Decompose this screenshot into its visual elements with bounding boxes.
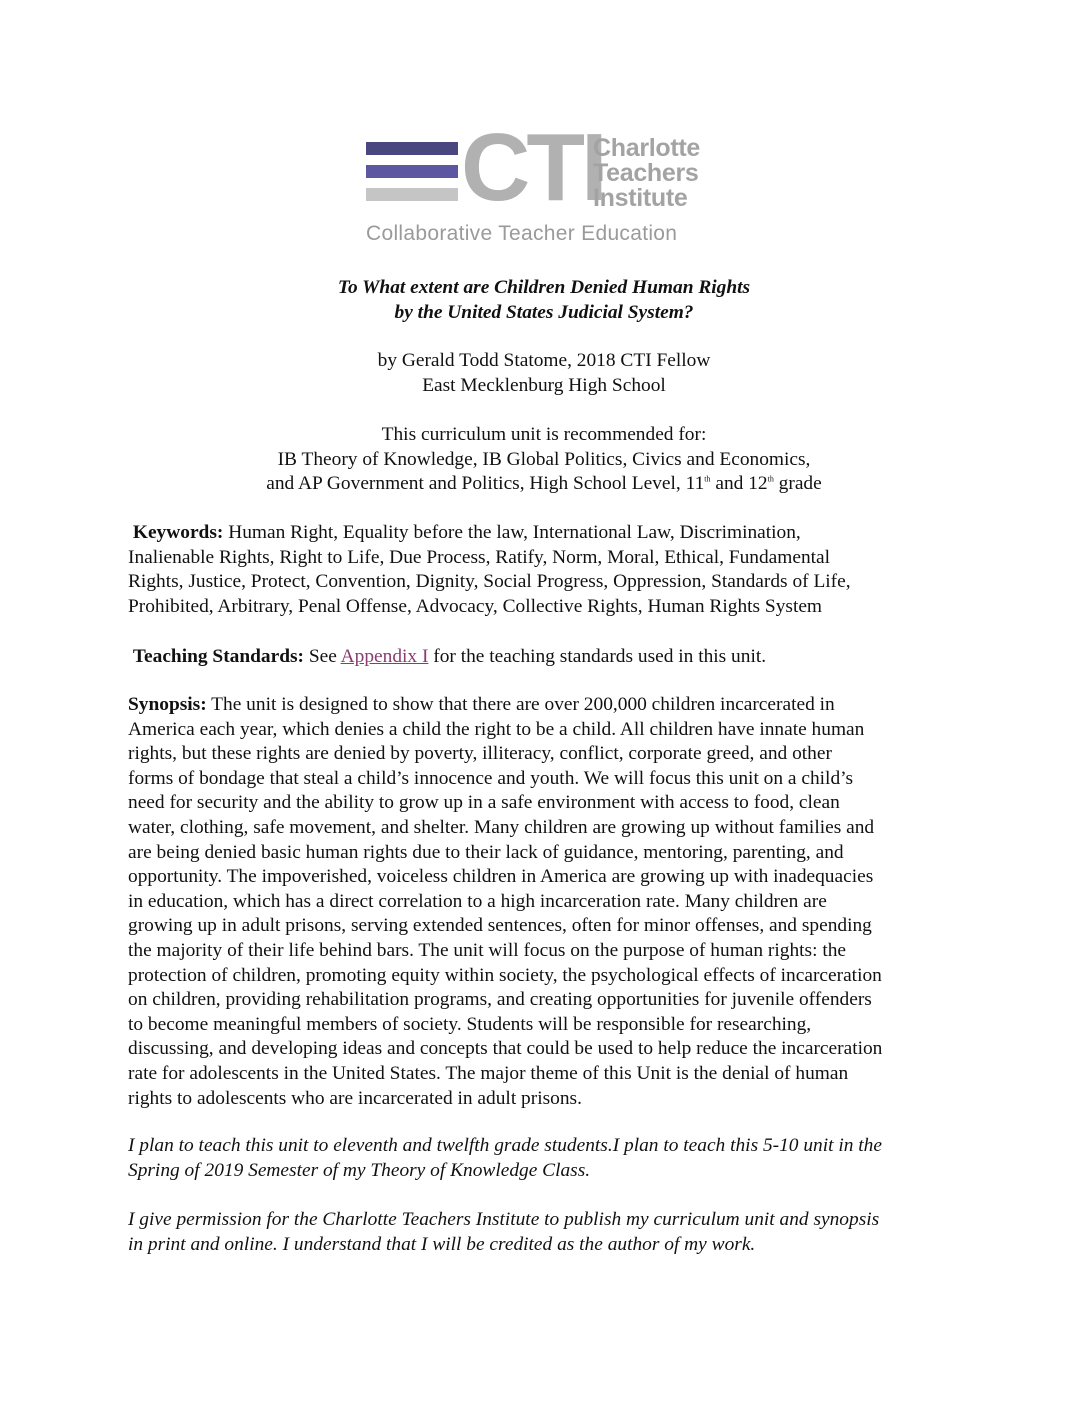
- recommendation: [0, 423, 1088, 497]
- synopsis-line: growing up in adult prisons, serving extended sentences, often for minor offenses, and spending: [128, 915, 872, 937]
- standards-line: [128, 645, 966, 670]
- standards-text: for the teaching standards used in this unit.: [428, 646, 767, 667]
- publishing-permission: [128, 1208, 966, 1257]
- plan-line: Spring of 2019 Semester of my Theory of Knowledge Class.: [128, 1159, 591, 1181]
- synopsis-label: Synopsis:: [128, 694, 207, 715]
- synopsis-line: rights, but these rights are denied by poverty, illiteracy, conflict, corporate greed, and other: [128, 743, 832, 765]
- synopsis-section: [128, 693, 966, 1111]
- synopsis-line: in education, which has a direct correlation to a high incarceration rate. Many children are: [128, 890, 827, 912]
- logo-bar: [366, 142, 458, 155]
- keywords-label: Keywords:: [132, 522, 224, 543]
- cti-logo: [366, 114, 726, 248]
- author-line: by Gerald Todd Statome, 2018 CTI Fellow: [377, 350, 711, 371]
- recommendation-line: This curriculum unit is recommended for:: [381, 424, 707, 445]
- synopsis-line: on children, providing rehabilitation programs, and creating opportunities for juvenile offenders: [128, 989, 872, 1011]
- synopsis-line: need for security and the ability to grow up in a safe environment with access to food, clean: [128, 792, 840, 814]
- plan-line: I plan to teach this unit to eleventh and twelfth grade students.I plan to teach this 5-10 unit in the: [128, 1135, 882, 1156]
- keywords-line: Inalienable Rights, Right to Life, Due Process, Ratify, Norm, Moral, Ethical, Fundamental: [128, 546, 831, 568]
- synopsis-line: rights to adolescents who are incarcerated in adult prisons.: [128, 1087, 582, 1109]
- synopsis-line: protection of children, promoting equity within society, the psychological effects of incarceration: [128, 964, 882, 986]
- standards-text: See: [304, 646, 341, 667]
- title-line: To What extent are Children Denied Human Rights: [337, 277, 751, 298]
- recommendation-text: and 12: [710, 473, 768, 495]
- title-line: by the United States Judicial System?: [394, 301, 694, 323]
- appendix-link[interactable]: Appendix I: [340, 646, 429, 667]
- synopsis-line: the majority of their life behind bars. The unit will focus on the purpose of human rights: the: [128, 939, 847, 961]
- logo-name-line: Charlotte: [593, 134, 701, 162]
- keywords-section: [128, 521, 966, 619]
- permission-line: in print and online. I understand that I will be credited as the author of my work.: [128, 1233, 756, 1255]
- logo-name: [593, 136, 700, 211]
- logo-mark: CTI: [461, 114, 604, 221]
- synopsis-text: The unit is designed to show that there are over 200,000 children incarcerated in: [206, 694, 835, 715]
- synopsis-line: water, clothing, safe movement, and shelter. Many children are growing up without families and: [128, 816, 875, 838]
- teaching-standards-section: [128, 645, 966, 670]
- permission-line: I give permission for the Charlotte Teachers Institute to publish my curriculum unit and synopsis: [128, 1209, 880, 1230]
- recommendation-line: IB Theory of Knowledge, IB Global Politics, Civics and Economics,: [277, 448, 811, 470]
- keywords-text: Human Right, Equality before the law, International Law, Discrimination,: [223, 522, 801, 543]
- synopsis-line: discussing, and developing ideas and concepts that could be used to help reduce the incarceration: [128, 1038, 883, 1060]
- synopsis-line: are being denied basic human rights due to their lack of guidance, mentoring, parenting, and: [128, 841, 844, 863]
- logo-tagline: Collaborative Teacher Education: [366, 222, 678, 245]
- logo-name-line: Teachers: [593, 159, 699, 187]
- synopsis-line: to become meaningful members of society. Students will be responsible for researching,: [128, 1013, 812, 1035]
- synopsis-line: opportunity. The impoverished, voiceless children in America are growing up with inadequacies: [128, 866, 874, 888]
- recommendation-text: grade: [773, 473, 822, 495]
- logo-bars-icon: [366, 142, 458, 201]
- keywords-line: Rights, Justice, Protect, Convention, Dignity, Social Progress, Oppression, Standards of Life,: [128, 571, 851, 593]
- logo-name-line: Institute: [593, 184, 688, 212]
- keywords-line: Prohibited, Arbitrary, Penal Offense, Advocacy, Collective Rights, Human Rights System: [128, 595, 823, 617]
- ordinal-suffix: th: [704, 474, 711, 484]
- logo-bar: [366, 188, 458, 201]
- synopsis-line: [128, 693, 966, 718]
- logo-bar: [366, 165, 458, 178]
- synopsis-line: forms of bondage that steal a child’s innocence and youth. We will focus this unit on a child’s: [128, 767, 854, 789]
- keywords-line: [128, 521, 966, 546]
- standards-label: Teaching Standards:: [132, 646, 305, 667]
- synopsis-line: rate for adolescents in the United States. The major theme of this Unit is the denial of human: [128, 1062, 849, 1084]
- school-line: East Mecklenburg High School: [422, 374, 666, 396]
- ordinal-suffix: th: [767, 474, 774, 484]
- teaching-plan: [128, 1134, 966, 1183]
- recommendation-line: [0, 472, 1088, 497]
- byline: [0, 349, 1088, 398]
- synopsis-line: America each year, which denies a child the right to be a child. All children have innate human: [128, 718, 865, 740]
- unit-title: [0, 276, 1088, 325]
- recommendation-text: and AP Government and Politics, High School Level, 11: [266, 473, 705, 495]
